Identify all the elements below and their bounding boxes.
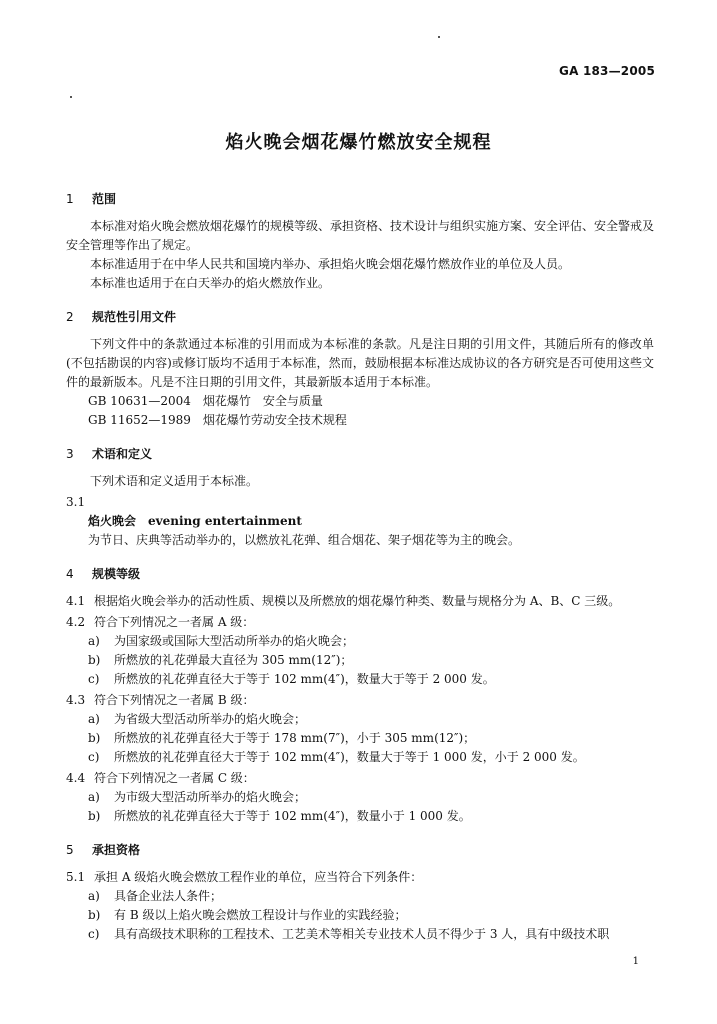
item-label: c) — [88, 672, 100, 686]
scan-speck — [438, 36, 440, 38]
item-text: 为省级大型活动所举办的焰火晚会； — [114, 712, 307, 726]
item-text: 具有高级技术职称的工程技术、工艺美术等相关专业技术人员不得少于 3 人，具有中级技术职 — [114, 927, 610, 941]
clause-text: 符合下列情况之一者属 C 级： — [94, 771, 255, 785]
item-label: b) — [88, 809, 101, 823]
standard-number: GA 183—2005 — [559, 64, 655, 78]
term-entry: 焰火晚会 evening entertainment — [88, 514, 302, 528]
item-text: 所燃放的礼花弹直径大于等于 102 mm(4″)，数量大于等于 2 000 发。 — [114, 672, 495, 686]
item-label: b) — [88, 653, 101, 667]
paragraph: 下列文件中的条款通过本标准的引用而成为本标准的条款。凡是注日期的引用文件，其随后所有的修改单(不包括勘误的内容)或修订版均不适用于本标准，然而，鼓励根据本标准达成协议的各方研究是否可使用这些文件的最新版本。凡是不注日期的引用文件，其最新版本适用于本标准。 — [66, 337, 654, 389]
section-title: 术语和定义 — [92, 447, 153, 461]
section-5-heading — [66, 841, 654, 860]
reference-item: GB 11652—1989 烟花爆竹劳动安全技术规程 — [88, 413, 347, 427]
paragraph: 本标准适用于在中华人民共和国境内举办、承担焰火晚会烟花爆竹燃放作业的单位及人员。 — [90, 257, 571, 271]
paragraph: 下列术语和定义适用于本标准。 — [90, 474, 259, 488]
term-definition: 为节日、庆典等活动举办的，以燃放礼花弹、组合烟花、架子烟花等为主的晚会。 — [88, 533, 521, 547]
clause — [66, 769, 654, 788]
clause-number: 4.3 — [66, 693, 86, 707]
paragraph: 本标准对焰火晚会燃放烟花爆竹的规模等级、承担资格、技术设计与组织实施方案、安全评估、安全警戒及安全管理等作出了规定。 — [66, 219, 655, 252]
list-item — [66, 748, 654, 767]
item-label: b) — [88, 731, 101, 745]
section-title: 承担资格 — [92, 843, 141, 857]
list-item — [66, 807, 654, 826]
section-number: 4 — [66, 567, 74, 581]
section-2-heading — [66, 308, 654, 327]
item-label: b) — [88, 908, 101, 922]
item-label: c) — [88, 927, 100, 941]
list-item — [66, 788, 654, 807]
section-number: 5 — [66, 843, 74, 857]
list-item — [66, 729, 654, 748]
item-text: 有 B 级以上焰火晚会燃放工程设计与作业的实践经验； — [114, 908, 407, 922]
section-number: 2 — [66, 310, 74, 324]
item-text: 所燃放的礼花弹直径大于等于 178 mm(7″)，小于 305 mm(12″)； — [114, 731, 476, 745]
clause-number: 4.1 — [66, 594, 86, 608]
item-label: a) — [88, 634, 100, 648]
item-text: 所燃放的礼花弹直径大于等于 102 mm(4″)，数量大于等于 1 000 发，小于 2 000 发。 — [114, 750, 585, 764]
clause-number: 4.2 — [66, 615, 86, 629]
item-text: 具备企业法人条件； — [114, 889, 223, 903]
clause-text: 承担 A 级焰火晚会燃放工程作业的单位，应当符合下列条件： — [94, 870, 423, 884]
clause-text: 根据焰火晚会举办的活动性质、规模以及所燃放的烟花爆竹种类、数量与规格分为 A、B、C 三级。 — [94, 594, 621, 608]
clause-number: 5.1 — [66, 870, 86, 884]
clause — [66, 868, 654, 887]
item-text: 为市级大型活动所举办的焰火晚会； — [114, 790, 307, 804]
reference-item: GB 10631—2004 烟花爆竹 安全与质量 — [88, 394, 323, 408]
item-text: 所燃放的礼花弹最大直径为 305 mm(12″)； — [114, 653, 353, 667]
section-number: 3 — [66, 447, 74, 461]
item-label: a) — [88, 889, 100, 903]
item-label: a) — [88, 790, 100, 804]
list-item — [66, 651, 654, 670]
list-item — [66, 670, 654, 689]
scan-speck — [70, 96, 72, 98]
clause — [66, 592, 654, 611]
clause — [66, 691, 654, 710]
section-title: 规范性引用文件 — [92, 310, 177, 324]
item-text: 所燃放的礼花弹直径大于等于 102 mm(4″)，数量小于 1 000 发。 — [114, 809, 471, 823]
paragraph: 本标准也适用于在白天举办的焰火燃放作业。 — [90, 276, 331, 290]
clause-text: 符合下列情况之一者属 B 级： — [94, 693, 255, 707]
item-label: a) — [88, 712, 100, 726]
clause-number: 4.4 — [66, 771, 86, 785]
page-number: 1 — [632, 956, 639, 967]
section-1-heading — [66, 190, 654, 209]
list-item — [66, 632, 654, 651]
section-title: 规模等级 — [92, 567, 141, 581]
section-title: 范围 — [92, 192, 117, 206]
list-item — [66, 887, 654, 906]
document-body — [66, 190, 654, 944]
item-text: 为国家级或国际大型活动所举办的焰火晚会； — [114, 634, 355, 648]
list-item — [66, 906, 654, 925]
item-label: c) — [88, 750, 100, 764]
list-item — [66, 925, 654, 944]
section-3-heading — [66, 445, 654, 464]
list-item — [66, 710, 654, 729]
clause-text: 符合下列情况之一者属 A 级： — [94, 615, 255, 629]
subsection-number: 3.1 — [66, 495, 86, 509]
section-4-heading — [66, 565, 654, 584]
section-number: 1 — [66, 192, 74, 206]
clause — [66, 613, 654, 632]
page-title: 焰火晚会烟花爆竹燃放安全规程 — [225, 132, 492, 153]
